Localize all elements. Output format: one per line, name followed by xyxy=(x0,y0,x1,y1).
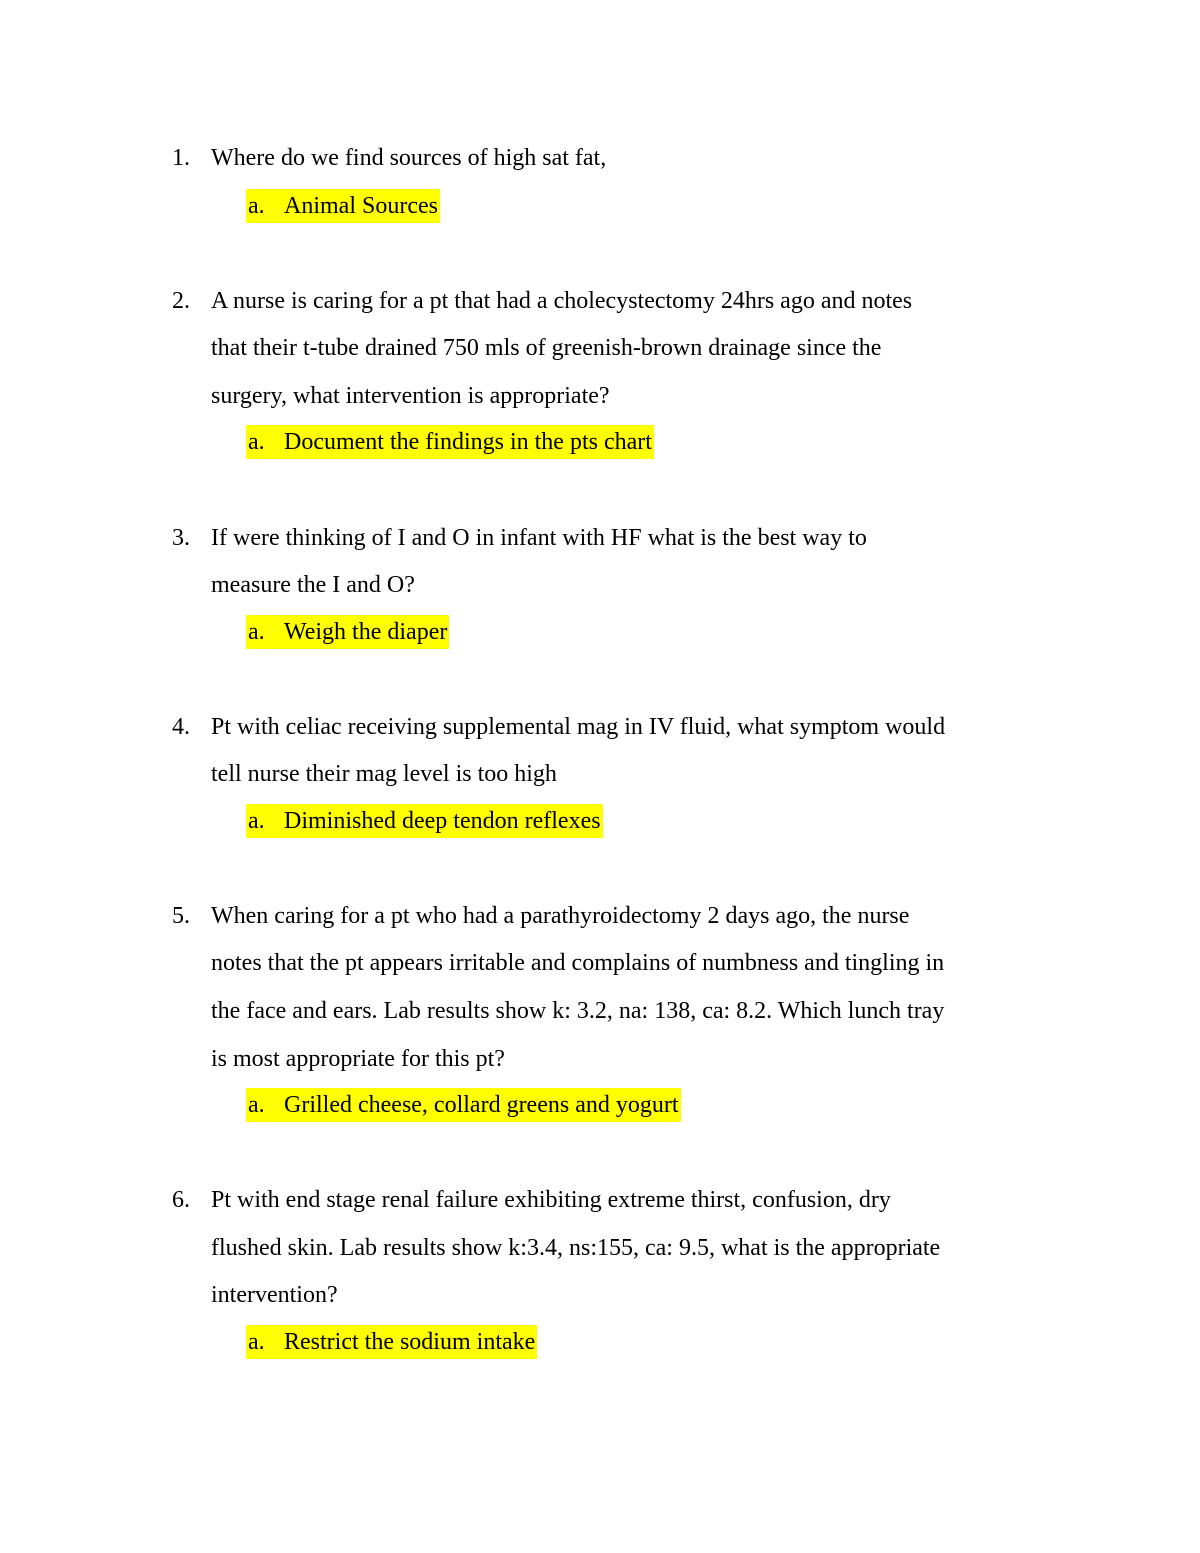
question-line xyxy=(0,518,1200,558)
question-number: 2. xyxy=(172,288,190,314)
question-line xyxy=(0,943,1200,983)
question-number: 3. xyxy=(172,525,190,551)
answer-letter: a. xyxy=(248,1092,265,1118)
question-line xyxy=(0,1180,1200,1220)
answer-text: Diminished deep tendon reflexes xyxy=(284,808,601,834)
answer-letter: a. xyxy=(248,1329,265,1355)
answer-text: Weigh the diaper xyxy=(284,619,448,645)
question-number: 6. xyxy=(172,1187,190,1213)
answer-letter: a. xyxy=(248,619,265,645)
question-line xyxy=(0,896,1200,936)
answer-highlight xyxy=(246,1088,681,1122)
answer-text: Grilled cheese, collard greens and yogurt xyxy=(284,1092,679,1118)
question-text: Pt with end stage renal failure exhibiting extreme thirst, confusion, dry xyxy=(211,1187,891,1213)
question-line xyxy=(0,991,1200,1031)
question-text: Where do we find sources of high sat fat, xyxy=(211,145,607,171)
question-number: 1. xyxy=(172,145,190,171)
question-text: the face and ears. Lab results show k: 3.2, na: 138, ca: 8.2. Which lunch tray xyxy=(211,998,945,1024)
question-text: If were thinking of I and O in infant with HF what is the best way to xyxy=(211,525,867,551)
question-text: When caring for a pt who had a parathyroidectomy 2 days ago, the nurse xyxy=(211,903,910,929)
question-text: A nurse is caring for a pt that had a cholecystectomy 24hrs ago and notes xyxy=(211,288,913,314)
question-line xyxy=(0,138,1200,178)
question-text: notes that the pt appears irritable and complains of numbness and tingling in xyxy=(211,950,945,976)
question-text: tell nurse their mag level is too high xyxy=(211,761,557,787)
question-line xyxy=(0,754,1200,794)
question-line xyxy=(0,1039,1200,1079)
answer-highlight xyxy=(246,425,654,459)
question-line xyxy=(0,707,1200,747)
answer-text: Restrict the sodium intake xyxy=(284,1329,536,1355)
question-text: that their t-tube drained 750 mls of greenish-brown drainage since the xyxy=(211,335,882,361)
answer-text: Document the findings in the pts chart xyxy=(284,429,652,455)
answer-letter: a. xyxy=(248,193,265,219)
question-number: 5. xyxy=(172,903,190,929)
question-number: 4. xyxy=(172,714,190,740)
question-text: measure the I and O? xyxy=(211,572,415,598)
answer-highlight xyxy=(246,1325,537,1359)
question-text: is most appropriate for this pt? xyxy=(211,1046,505,1072)
answer-highlight xyxy=(246,189,440,223)
question-text: surgery, what intervention is appropriate? xyxy=(211,383,610,409)
question-line xyxy=(0,328,1200,368)
answer-text: Animal Sources xyxy=(284,193,438,219)
question-line xyxy=(0,281,1200,321)
question-text: flushed skin. Lab results show k:3.4, ns:155, ca: 9.5, what is the appropriate xyxy=(211,1235,941,1261)
answer-letter: a. xyxy=(248,429,265,455)
question-line xyxy=(0,1275,1200,1315)
question-line xyxy=(0,1228,1200,1268)
question-line xyxy=(0,376,1200,416)
question-text: intervention? xyxy=(211,1282,338,1308)
question-line xyxy=(0,565,1200,605)
answer-letter: a. xyxy=(248,808,265,834)
answer-highlight xyxy=(246,804,603,838)
question-text: Pt with celiac receiving supplemental mag in IV fluid, what symptom would xyxy=(211,714,946,740)
answer-highlight xyxy=(246,615,449,649)
